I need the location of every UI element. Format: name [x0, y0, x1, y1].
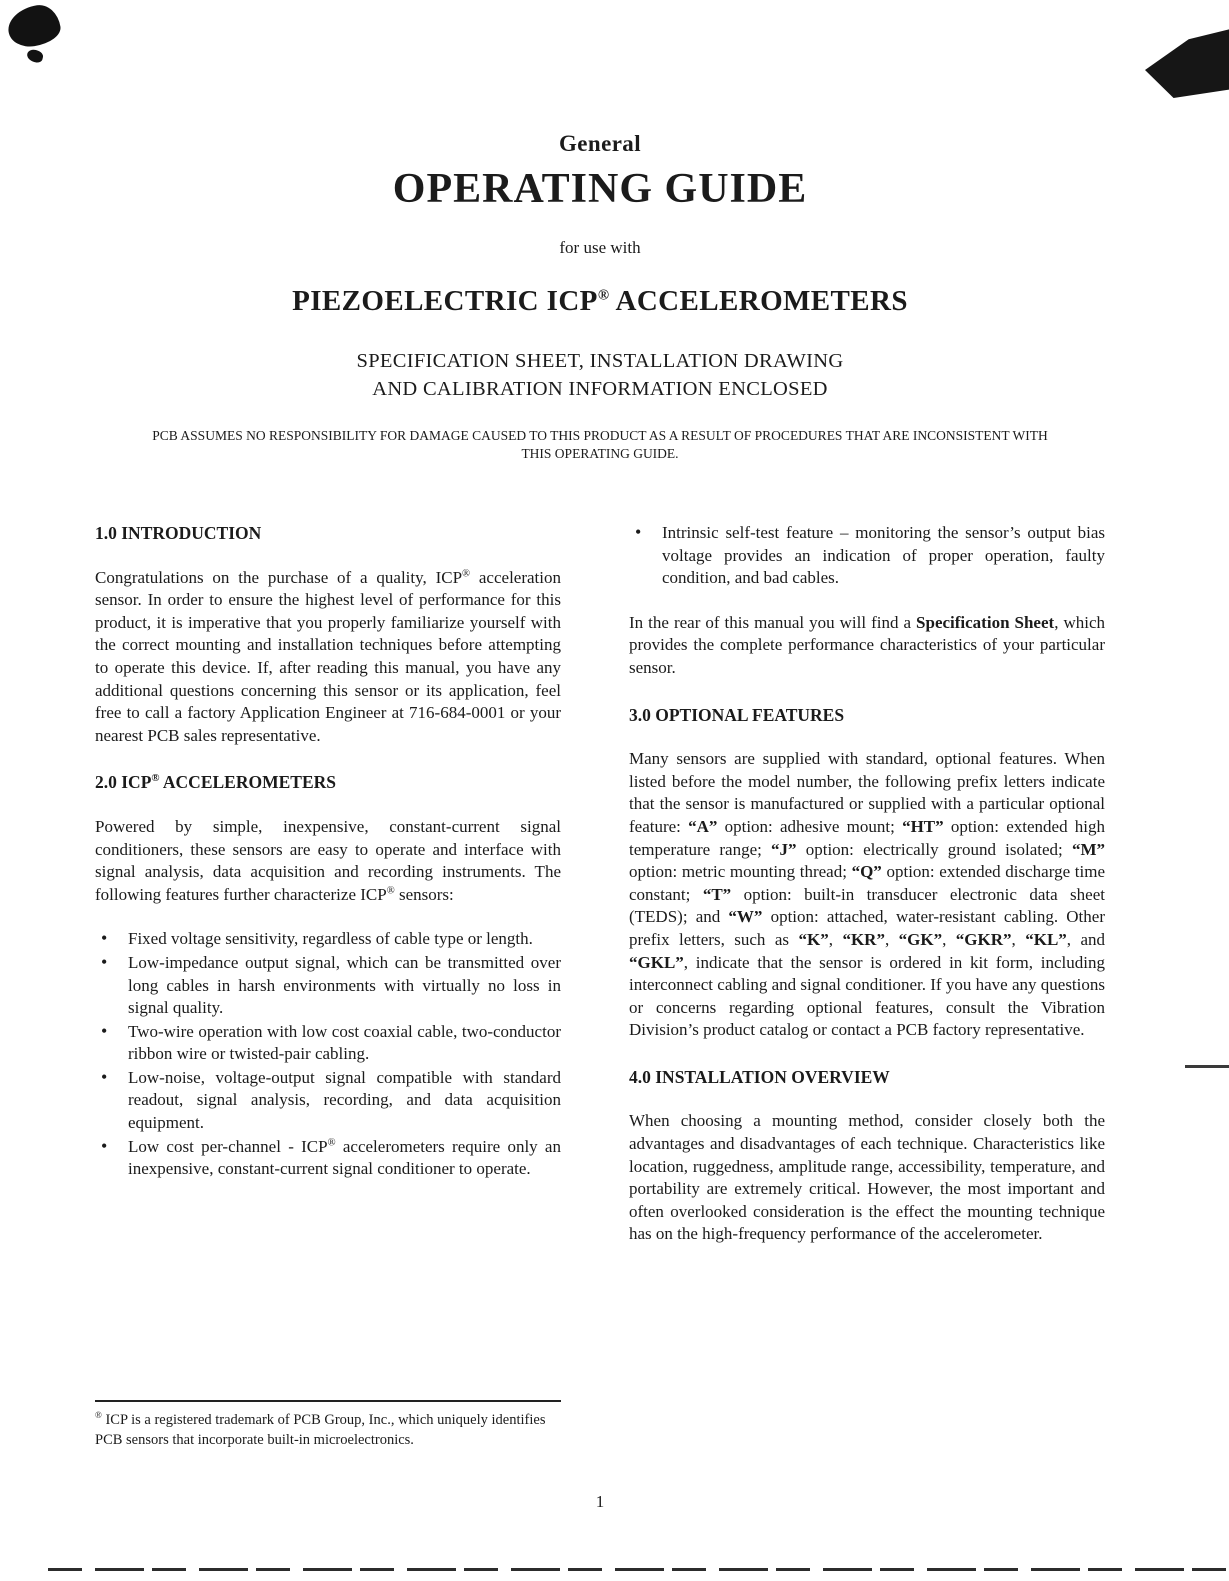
page-footer — [95, 1492, 1105, 1512]
self-test-bullet-list — [629, 522, 1105, 590]
section-heading-installation-overview: 4.0 INSTALLATION OVERVIEW — [629, 1066, 890, 1087]
right-column — [629, 522, 1105, 1246]
self-test-bullet: • Intrinsic self-test feature – monitoring the sensor’s output bias voltage provides an indication of proper operation, faulty condition, and bad cables. — [662, 522, 1105, 590]
installation-overview-paragraph: When choosing a mounting method, consider closely both the advantages and disadvantages of each technique. Characteristics like location, ruggedness, amplitude range, accessibility, temperature, and portability are extremely critical. However, the most important and often overlooked consideration is the effect the mounting technique has on the high-frequency performance of the accelerometer. — [629, 1111, 1105, 1244]
page-number: 1 — [595, 1492, 605, 1511]
for-use-with-label: for use with — [559, 238, 641, 257]
optional-features-paragraph: Many sensors are supplied with standard, optional features. When listed before the model number, the following prefix letters indicate that the sensor is manufactured or supplied with a particular optional feature: “A” option: adhesive mount; “HT” option: extended high temperature range; “J” option: electrically ground isolated; “M” option: metric mounting thread; “Q” option: extended discharge time constant; “T” option: built-in transducer electronic data sheet (TEDS); and “W” option: attached, water-resistant cabling. Other prefix letters, such as “K”, “KR”, “GK”, “GKR”, “KL”, and “GKL”, indicate that the sensor is ordered in kit form, including interconnect cabling and signal conditioner. If you have any questions or concerns regarding optional features, consult the Vibration Division’s product catalog or contact a PCB factory representative. — [629, 749, 1106, 1040]
scan-artifact-top-left-small — [26, 48, 44, 64]
icp-accelerometers-paragraph: Powered by simple, inexpensive, constant-current signal conditioners, these sensors are easy to operate and interface with signal analysis, data acquisition and recording instruments. The following features further characterize ICP® sensors: — [95, 816, 561, 904]
footnote-block — [95, 1400, 561, 1450]
header-pretitle: General — [559, 131, 641, 156]
feature-bullet-two-wire: • Two-wire operation with low cost coaxial cable, two-conductor ribbon wire or twisted-pair cabling. — [128, 1021, 561, 1066]
document-header — [95, 131, 1105, 462]
document-body — [95, 522, 1105, 1246]
feature-bullet-low-cost: • Low cost per-channel - ICP® accelerometers require only an inexpensive, constant-current signal conditioner to operate. — [128, 1136, 561, 1181]
spec-line-2: AND CALIBRATION INFORMATION ENCLOSED — [372, 378, 828, 400]
left-column — [95, 522, 561, 1246]
specification-sheet-paragraph: In the rear of this manual you will find a Specification Sheet, which provides the complete performance characteristics of your particular sensor. — [629, 612, 1106, 677]
section-heading-optional-features: 3.0 OPTIONAL FEATURES — [629, 704, 845, 725]
disclaimer-text: PCB ASSUMES NO RESPONSIBILITY FOR DAMAGE CAUSED TO THIS PRODUCT AS A RESULT OF PROCEDURES THAT ARE INCONSISTENT WITH THIS OPERATING GUIDE. — [152, 428, 1048, 461]
footnote-rule — [95, 1400, 561, 1402]
feature-bullet-list — [95, 928, 561, 1181]
product-title: PIEZOELECTRIC ICP® ACCELEROMETERS — [292, 285, 908, 317]
scan-artifact-bottom-dashes — [48, 1568, 1229, 1571]
feature-bullet-fixed-sensitivity: • Fixed voltage sensitivity, regardless of cable type or length. — [128, 928, 561, 951]
feature-bullet-low-noise: • Low-noise, voltage-output signal compatible with standard readout, signal analysis, recording, and data acquisition equipment. — [128, 1067, 561, 1135]
feature-bullet-low-impedance: • Low-impedance output signal, which can be transmitted over long cables in harsh environments with virtually no loss in signal quality. — [128, 952, 561, 1020]
document-title: OPERATING GUIDE — [392, 166, 808, 212]
section-heading-introduction: 1.0 INTRODUCTION — [95, 523, 262, 543]
scan-artifact-top-right — [1145, 28, 1229, 98]
section-heading-icp-accelerometers: 2.0 ICP® ACCELEROMETERS — [95, 772, 336, 793]
spec-line-1: SPECIFICATION SHEET, INSTALLATION DRAWING — [356, 350, 844, 372]
enclosure-note — [95, 347, 1105, 403]
scan-artifact-right-edge — [1185, 1065, 1229, 1068]
introduction-paragraph: Congratulations on the purchase of a quality, ICP® acceleration sensor. In order to ensure the highest level of performance for this product, it is imperative that you properly familiarize yourself with the correct mounting and installation techniques before attempting to operate this device. If, after reading this manual, you have any additional questions concerning this sensor or its application, feel free to call a factory Application Engineer at 716-684-0001 or your nearest PCB sales representative. — [95, 567, 561, 745]
footnote-text: ® ICP is a registered trademark of PCB Group, Inc., which uniquely identifies PCB sensors that incorporate built-in microelectronics. — [95, 1410, 546, 1448]
scan-artifact-top-left — [5, 2, 63, 50]
